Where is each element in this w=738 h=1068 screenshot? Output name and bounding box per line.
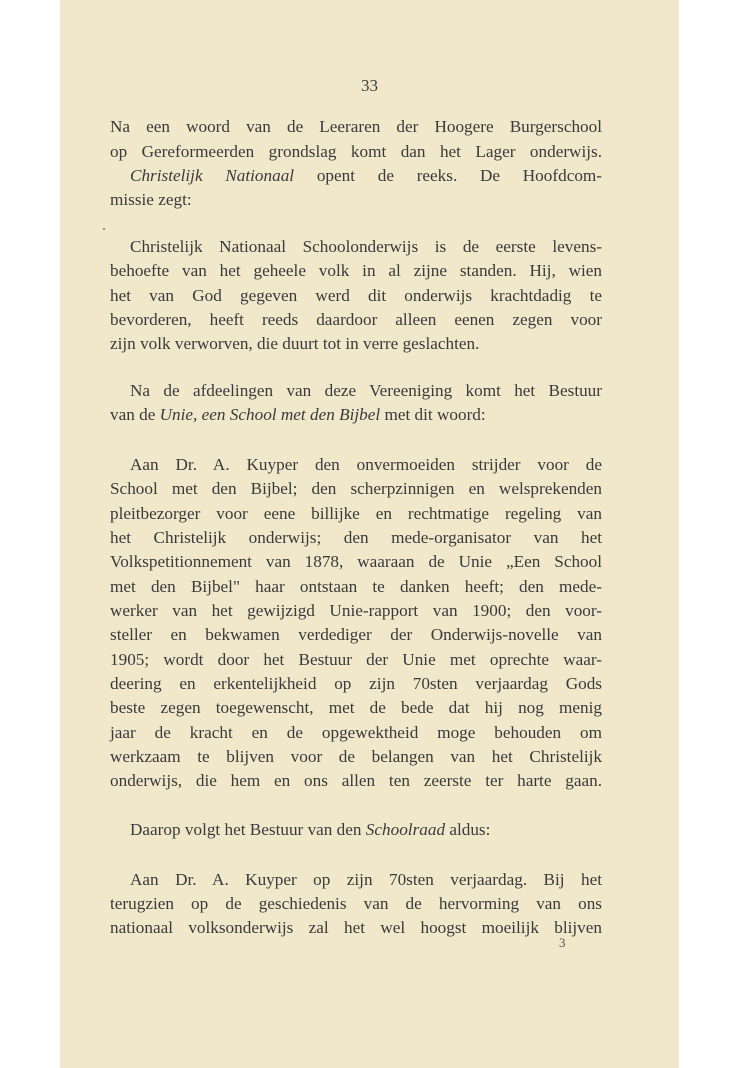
text-line: het van God gegeven werd dit onderwijs krachtdadig te	[110, 286, 602, 305]
text-line: werkzaam te blijven voor de belangen van het Christelijk	[110, 747, 602, 766]
text-line: School met den Bijbel; den scherpzinnigen en welsprekenden	[110, 479, 602, 498]
text-line: Christelijk Nationaal opent de reeks. De Hoofdcom-	[130, 166, 603, 185]
text-line: deering en erkentelijkheid op zijn 70sten verjaardag Gods	[110, 674, 602, 693]
text-line: bevorderen, heeft reeds daardoor alleen eenen zegen voor	[110, 310, 602, 329]
text-line: Daarop volgt het Bestuur van den Schoolraad aldus:	[130, 820, 491, 839]
italic-title: Unie, een School met den Bijbel	[159, 405, 381, 424]
text-line: zijn volk verworven, die duurt tot in verre geslachten.	[110, 334, 480, 353]
text-line: Aan Dr. A. Kuyper den onvermoeiden strijder voor de	[130, 455, 602, 474]
text-line: onderwijs, die hem en ons allen ten zeerste ter harte gaan.	[110, 771, 602, 790]
text-line: Christelijk Nationaal Schoolonderwijs is de eerste levens-	[130, 237, 602, 256]
text-line: Aan Dr. A. Kuyper op zijn 70sten verjaardag. Bij het	[130, 870, 602, 889]
text-line: pleitbezorger voor eene billijke en rechtmatige regeling van	[110, 504, 602, 523]
text-line: 1905; wordt door het Bestuur der Unie met oprechte waar-	[110, 650, 602, 669]
text-line: Na een woord van de Leeraren der Hoogere Burgerschool	[110, 117, 602, 136]
text-line: beste zegen toegewenscht, met de bede dat hij nog menig	[110, 698, 602, 717]
text-line: met den Bijbel" haar ontstaan te danken heeft; den mede-	[110, 577, 602, 596]
text-line: behoefte van het geheele volk in al zijne standen. Hij, wien	[110, 261, 602, 280]
signature-mark: 3	[559, 935, 566, 950]
text-line: steller en bekwamen verdediger der Onderwijs-novelle van	[110, 625, 602, 644]
text-line: het Christelijk onderwijs; den mede-organisator van het	[110, 528, 602, 547]
italic-title: Christelijk Nationaal	[130, 166, 295, 185]
text-line: Volkspetitionnement van 1878, waaraan de Unie „Een School	[110, 552, 602, 571]
text-line: Na de afdeelingen van deze Vereeniging komt het Bestuur	[130, 381, 602, 400]
book-page	[60, 0, 679, 1068]
page-number: 33	[361, 76, 378, 95]
text-line: van de Unie, een School met den Bijbel met dit woord:	[110, 405, 486, 424]
text-line: werker van het gewijzigd Unie-rapport van 1900; den voor-	[110, 601, 602, 620]
speck-mark	[103, 228, 105, 230]
text-line: nationaal volksonderwijs zal het wel hoogst moeilijk blijven	[110, 918, 602, 937]
text-line: op Gereformeerden grondslag komt dan het Lager onderwijs.	[110, 142, 602, 161]
text-line: jaar de kracht en de opgewektheid moge behouden om	[110, 723, 602, 742]
text-line: terugzien op de geschiedenis van de hervorming van ons	[110, 894, 602, 913]
italic-title: Schoolraad	[365, 820, 446, 839]
text-line: missie zegt:	[110, 190, 192, 209]
